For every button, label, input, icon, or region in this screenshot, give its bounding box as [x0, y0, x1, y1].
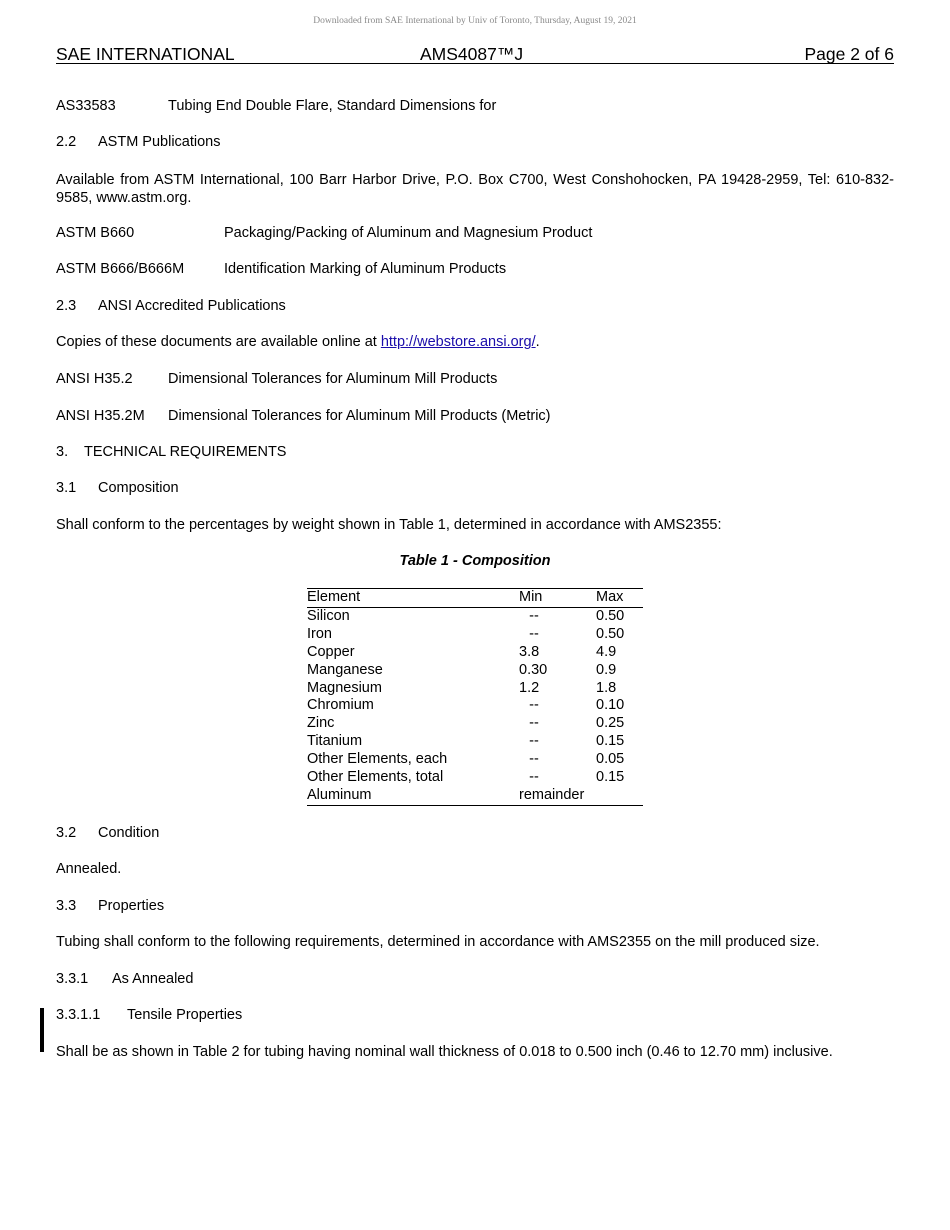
max-cell: 0.15: [596, 769, 625, 786]
section-number: 3.3: [56, 898, 77, 914]
table-row: [307, 769, 643, 787]
table-row: [307, 787, 643, 805]
astm-availability-paragraph: Available from ASTM International, 100 Barr Harbor Drive, P.O. Box C700, West Conshohocken, PA 19428-2959, Tel: 610-832-9585, www.astm.org.: [56, 172, 894, 206]
max-cell: 4.9: [596, 643, 617, 660]
ref-title: Tubing End Double Flare, Standard Dimensions for: [168, 98, 497, 114]
header-page-number: Page 2 of 6: [804, 44, 894, 64]
min-value: --: [529, 607, 539, 624]
element-cell: Iron: [307, 625, 332, 642]
table-row: [307, 626, 643, 644]
element-cell: Copper: [307, 643, 355, 660]
max-cell: 0.05: [596, 751, 625, 768]
ref-title: Dimensional Tolerances for Aluminum Mill Products (Metric): [168, 408, 551, 424]
table-row: [307, 697, 643, 715]
ref-code: AS33583: [56, 98, 116, 114]
element-cell: Zinc: [307, 715, 335, 732]
min-cell: 1.2: [519, 679, 540, 696]
ref-code: ANSI H35.2M: [56, 408, 145, 424]
element-cell: Other Elements, total: [307, 769, 444, 786]
table-row: [307, 662, 643, 680]
max-cell: 0.9: [596, 661, 617, 678]
min-value: --: [529, 715, 539, 732]
section-title: ASTM Publications: [98, 134, 221, 150]
section-number: 3.3.1: [56, 971, 89, 987]
element-cell: Magnesium: [307, 679, 382, 696]
min-cell: [519, 607, 596, 625]
ansi-availability-text: Copies of these documents are available online at: [56, 334, 381, 350]
ref-code: ASTM B666/B666M: [56, 261, 185, 277]
min-cell: [519, 626, 596, 644]
column-header: Element: [307, 589, 519, 608]
table-row: [307, 607, 643, 625]
min-cell: [519, 751, 596, 769]
table-row: [307, 751, 643, 769]
ref-code: ANSI H35.2: [56, 371, 133, 387]
table-row: [307, 644, 643, 662]
min-value: --: [529, 625, 539, 642]
column-header: Min: [519, 589, 596, 608]
section-title: Properties: [98, 898, 165, 914]
min-cell: [519, 697, 596, 715]
table-row: [307, 715, 643, 733]
download-watermark: Downloaded from SAE International by Univ of Toronto, Thursday, August 19, 2021: [313, 16, 637, 26]
table-header-row: [307, 589, 643, 608]
element-cell: Titanium: [307, 733, 363, 750]
tensile-text: Shall be as shown in Table 2 for tubing having nominal wall thickness of 0.018 to 0.500 inch (0.46 to 12.70 mm) inclusive.: [56, 1044, 833, 1060]
element-cell: Aluminum: [307, 787, 519, 805]
section-number: 2.3: [56, 298, 77, 314]
ansi-webstore-link[interactable]: http://webstore.ansi.org/: [380, 334, 536, 350]
min-cell: 0.30: [519, 661, 548, 678]
table-row: [307, 680, 643, 698]
section-title: Composition: [98, 480, 179, 496]
min-cell: [519, 733, 596, 751]
min-cell: 3.8: [519, 643, 540, 660]
section-title: ANSI Accredited Publications: [98, 298, 286, 314]
min-value: --: [529, 769, 539, 786]
revision-change-bar: [40, 1008, 44, 1052]
properties-text: Tubing shall conform to the following requirements, determined in accordance with AMS2355 on the mill produced size.: [56, 934, 820, 950]
min-value: --: [529, 697, 539, 714]
ref-title: Dimensional Tolerances for Aluminum Mill Products: [168, 371, 498, 387]
table-row: [307, 733, 643, 751]
min-value: --: [529, 751, 539, 768]
min-cell: [519, 769, 596, 787]
min-cell: [519, 715, 596, 733]
composition-intro: Shall conform to the percentages by weight shown in Table 1, determined in accordance with AMS2355:: [56, 517, 722, 533]
max-cell: 0.50: [596, 607, 625, 624]
max-cell: 1.8: [596, 679, 617, 696]
ansi-availability-paragraph: [56, 334, 540, 350]
condition-text: Annealed.: [56, 861, 122, 877]
table-caption: Table 1 - Composition: [399, 553, 551, 569]
section-number: 3.1: [56, 480, 77, 496]
element-cell: Other Elements, each: [307, 751, 448, 768]
section-number: 3.2: [56, 825, 77, 841]
section-title: Tensile Properties: [127, 1007, 243, 1023]
ref-title: Packaging/Packing of Aluminum and Magnesium Product: [224, 225, 593, 241]
header-publisher: SAE INTERNATIONAL: [56, 44, 235, 64]
max-cell: 0.15: [596, 733, 625, 750]
ansi-availability-suffix: .: [535, 334, 540, 350]
ref-title: Identification Marking of Aluminum Products: [224, 261, 507, 277]
header-doc-number: AMS4087™J: [420, 44, 524, 64]
section-title: Condition: [98, 825, 160, 841]
max-cell: 0.10: [596, 697, 625, 714]
composition-table: [307, 588, 643, 806]
column-header: Max: [596, 589, 643, 608]
section-number: 2.2: [56, 134, 77, 150]
min-value: --: [529, 733, 539, 750]
min-cell: remainder: [519, 787, 596, 805]
section-number: 3.: [56, 444, 69, 460]
element-cell: Chromium: [307, 697, 374, 714]
header-rule: [56, 63, 894, 64]
ref-code: ASTM B660: [56, 225, 135, 241]
section-title: As Annealed: [112, 971, 194, 987]
element-cell: Manganese: [307, 661, 383, 678]
max-cell: 0.25: [596, 715, 625, 732]
max-cell: [596, 787, 643, 805]
element-cell: Silicon: [307, 607, 350, 624]
section-number: 3.3.1.1: [56, 1007, 101, 1023]
max-cell: 0.50: [596, 625, 625, 642]
section-title: TECHNICAL REQUIREMENTS: [84, 444, 287, 460]
